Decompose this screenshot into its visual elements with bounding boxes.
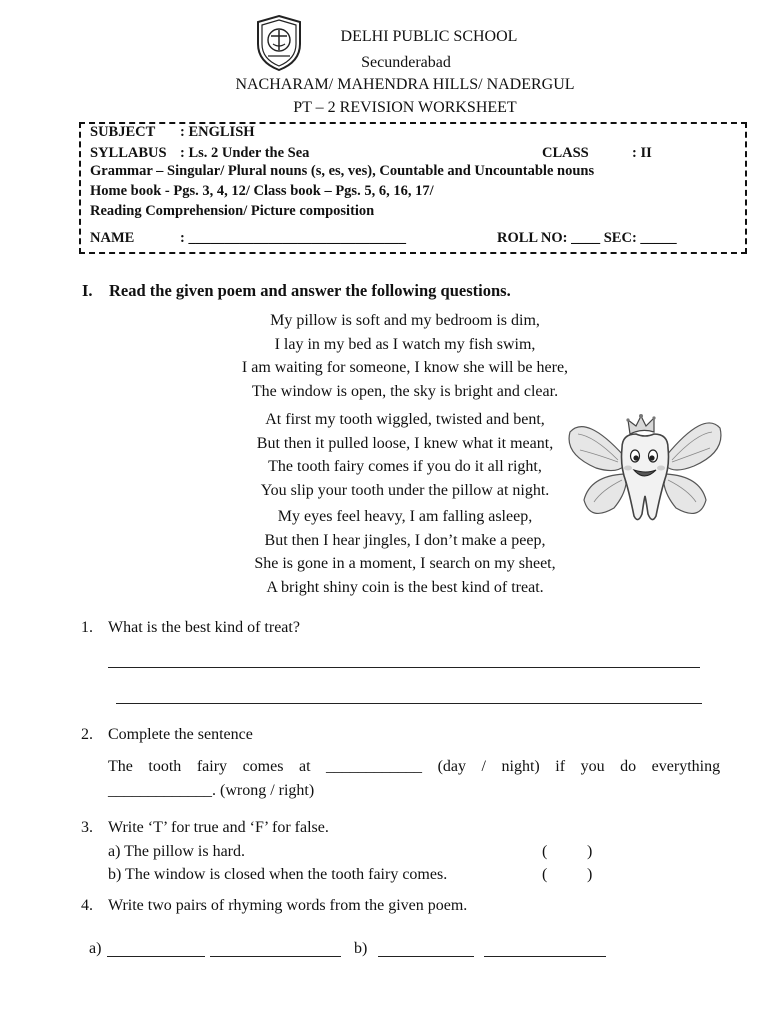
q2-sentence-continuation[interactable]: _____________. (wrong / right) — [108, 782, 315, 799]
q3-answer-open-a[interactable]: ( — [542, 843, 548, 860]
poem-line: But then I hear jingles, I don’t make a peep, — [264, 531, 546, 549]
roll-sec-field[interactable]: ROLL NO: ____ SEC: _____ — [497, 230, 677, 246]
word: tooth — [148, 758, 182, 775]
word: / — [481, 758, 486, 775]
class-label: CLASS — [542, 145, 589, 161]
tooth-fairy-illustration — [566, 404, 724, 534]
q2-sentence-line — [108, 758, 720, 776]
question-2 — [81, 726, 253, 744]
poem-line: A bright shiny coin is the best kind of treat. — [266, 578, 544, 596]
word: everything — [651, 758, 721, 775]
question-text: What is the best kind of treat? — [108, 619, 300, 636]
q4-blank-b1[interactable] — [378, 956, 474, 957]
answer-line-2[interactable] — [116, 703, 702, 704]
word: The — [108, 758, 133, 775]
word: comes — [242, 758, 284, 775]
subject-label: SUBJECT — [90, 124, 156, 140]
answer-line-1[interactable] — [108, 667, 700, 668]
question-number: 3. — [81, 819, 93, 836]
q4-blank-a1[interactable] — [107, 956, 205, 957]
question-number: 4. — [81, 897, 93, 914]
poem-line: But then it pulled loose, I knew what it meant, — [256, 434, 554, 452]
question-text: Write ‘T’ for true and ‘F’ for false. — [108, 819, 329, 836]
q4-label-b: b) — [354, 940, 368, 957]
question-number: 2. — [81, 726, 93, 743]
school-branches: NACHARAM/ MAHENDRA HILLS/ NADERGUL — [235, 76, 575, 93]
question-3 — [81, 819, 329, 837]
section-heading — [82, 281, 511, 301]
q3-answer-close-b[interactable]: ) — [587, 866, 593, 883]
q4-label-a: a) — [89, 940, 102, 957]
word: fairy — [196, 758, 228, 775]
question-1 — [81, 619, 300, 637]
q3-statement-a: a) The pillow is hard. — [108, 843, 246, 860]
section-title: Read the given poem and answer the following questions. — [109, 281, 511, 300]
poem-line: The tooth fairy comes if you do it all right, — [268, 458, 542, 475]
q3-answer-open-b[interactable]: ( — [542, 866, 548, 883]
worksheet-title: PT – 2 REVISION WORKSHEET — [293, 99, 517, 116]
poem-line: My pillow is soft and my bedroom is dim, — [270, 312, 540, 329]
word: if — [555, 758, 566, 775]
poem-line: The window is open, the sky is bright and clear. — [251, 382, 559, 400]
poem-line: She is gone in a moment, I search on my sheet, — [254, 555, 556, 572]
word: (day — [437, 758, 467, 775]
poem-line: At first my tooth wiggled, twisted and bent, — [265, 411, 545, 428]
q4-blank-a2[interactable] — [210, 956, 341, 957]
grammar-topics: Grammar – Singular/ Plural nouns (s, es, ves), Countable and Uncountable nouns — [90, 163, 595, 179]
word: at — [298, 758, 311, 775]
poem-line: My eyes feel heavy, I am falling asleep, — [277, 508, 533, 525]
question-4 — [81, 897, 467, 915]
reading-topics: Reading Comprehension/ Picture composition — [90, 203, 375, 219]
word: night) — [501, 758, 540, 775]
word: you — [580, 758, 605, 775]
name-field[interactable]: : ______________________________ — [180, 230, 406, 246]
question-number: 1. — [81, 619, 93, 636]
syllabus-label: SYLLABUS — [90, 145, 167, 161]
poem-line: I lay in my bed as I watch my fish swim, — [274, 335, 536, 353]
poem-stanza-1 — [0, 309, 768, 403]
fill-blank[interactable]: ____________ — [326, 758, 423, 775]
q4-blank-b2[interactable] — [484, 956, 606, 957]
book-pages: Home book - Pgs. 3, 4, 12/ Class book – Pgs. 5, 6, 16, 17/ — [90, 183, 434, 199]
name-label: NAME — [90, 230, 135, 246]
poem-line: I am waiting for someone, I know she will be here, — [241, 359, 569, 376]
school-name: DELHI PUBLIC SCHOOL — [340, 28, 518, 45]
question-text: Write two pairs of rhyming words from the given poem. — [108, 897, 468, 914]
word: do — [620, 758, 637, 775]
class-value: : II — [632, 145, 652, 161]
q3-statement-b: b) The window is closed when the tooth fairy comes. — [108, 866, 448, 883]
section-number: I. — [82, 281, 93, 300]
syllabus-value: : Ls. 2 Under the Sea — [180, 145, 310, 161]
q3-answer-close-a[interactable]: ) — [587, 843, 593, 860]
poem-line: You slip your tooth under the pillow at night. — [260, 481, 550, 499]
question-text: Complete the sentence — [108, 726, 253, 743]
subject-value: : ENGLISH — [180, 124, 255, 140]
school-city: Secunderabad — [361, 54, 451, 71]
